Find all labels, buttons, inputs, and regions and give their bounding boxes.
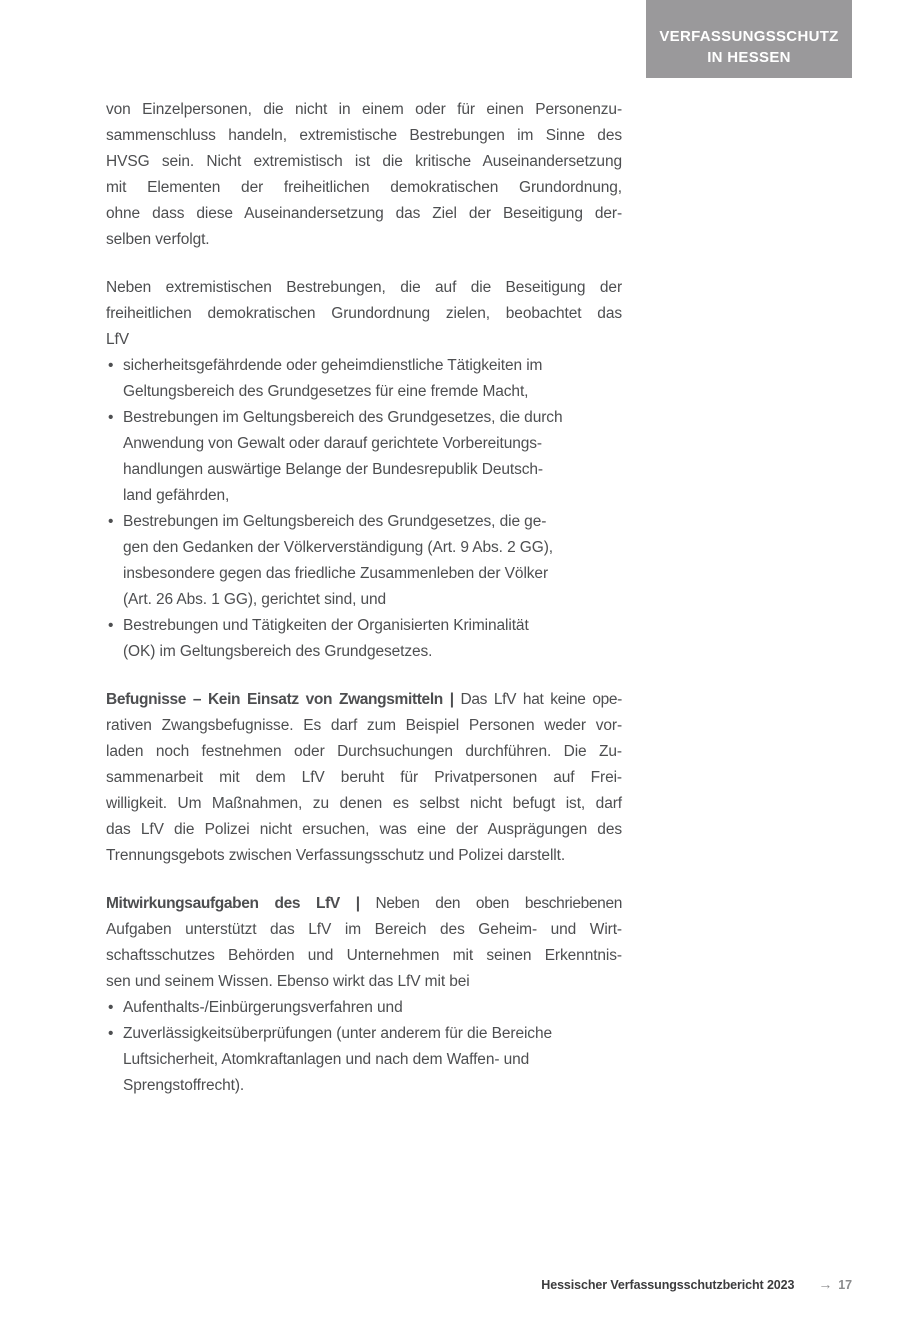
paragraph <box>106 275 622 353</box>
bullet-item <box>106 405 622 509</box>
bullet-item <box>106 353 622 405</box>
text-line: Anwendung von Gewalt oder darauf gerichtete Vorbereitungs- <box>123 435 542 452</box>
text-line: Befugnisse – Kein Einsatz von Zwangsmitteln | Das LfV hat keine ope- <box>106 691 622 708</box>
bullet-item <box>106 995 622 1021</box>
text-line: sicherheitsgefährdende oder geheimdienstliche Tätigkeiten im <box>123 357 543 374</box>
text-line: (Art. 26 Abs. 1 GG), gerichtet sind, und <box>123 591 387 608</box>
text-line: mit Elementen der freiheitlichen demokratischen Grundordnung, <box>106 179 622 196</box>
paragraph <box>106 891 622 995</box>
text-line: sammenschluss handeln, extremistische Bestrebungen im Sinne des <box>106 127 622 144</box>
text-line: LfV <box>106 331 129 348</box>
bullet-item <box>106 1021 622 1099</box>
arrow-right-icon: → <box>818 1276 833 1292</box>
text-line: HVSG sein. Nicht extremistisch ist die kritische Auseinandersetzung <box>106 153 622 170</box>
paragraph <box>106 97 622 253</box>
text-line: von Einzelpersonen, die nicht in einem oder für einen Personenzu- <box>106 101 622 118</box>
text-line: sammenarbeit mit dem LfV beruht für Privatpersonen auf Frei- <box>106 769 622 786</box>
badge-title-line1: VERFASSUNGSSCHUTZ <box>659 28 839 45</box>
text-line: Geltungsbereich des Grundgesetzes für eine fremde Macht, <box>123 383 529 400</box>
text-line: willigkeit. Um Maßnahmen, zu denen es selbst nicht befugt ist, darf <box>106 795 622 812</box>
bullet-icon: • <box>108 357 114 374</box>
bold-lead-text: Befugnisse – Kein Einsatz von Zwangsmitteln | <box>106 691 454 708</box>
text-line: rativen Zwangsbefugnisse. Es darf zum Beispiel Personen weder vor- <box>106 717 622 734</box>
text-line: freiheitlichen demokratischen Grundordnung zielen, beobachtet das <box>106 305 622 322</box>
text-line: Trennungsgebots zwischen Verfassungsschutz und Polizei darstellt. <box>106 847 566 864</box>
page-number: 17 <box>838 1278 852 1292</box>
text-line: Bestrebungen und Tätigkeiten der Organisierten Kriminalität <box>123 617 529 634</box>
text-line: Zuverlässigkeitsüberprüfungen (unter anderem für die Bereiche <box>123 1025 552 1042</box>
text-line: Sprengstoffrecht). <box>123 1077 245 1094</box>
bullet-icon: • <box>108 513 114 530</box>
text-line: land gefährden, <box>123 487 230 504</box>
bullet-item <box>106 509 622 613</box>
bullet-icon: • <box>108 999 114 1016</box>
text-line: Aufenthalts-/Einbürgerungsverfahren und <box>123 999 403 1016</box>
bullet-icon: • <box>108 1025 114 1042</box>
text-line: das LfV die Polizei nicht ersuchen, was eine der Ausprägungen des <box>106 821 622 838</box>
bullet-icon: • <box>108 409 114 426</box>
bullet-item <box>106 613 622 665</box>
text-line: handlungen auswärtige Belange der Bundesrepublik Deutsch- <box>123 461 543 478</box>
bullet-icon: • <box>108 617 114 634</box>
text-line: schaftsschutzes Behörden und Unternehmen mit seinen Erkenntnis- <box>106 947 622 964</box>
text-line: (OK) im Geltungsbereich des Grundgesetzes. <box>123 643 433 660</box>
text-line: ohne dass diese Auseinandersetzung das Ziel der Beseitigung der- <box>106 205 622 222</box>
page-footer <box>541 1276 852 1292</box>
footer-report-title: Hessischer Verfassungsschutzbericht 2023 <box>541 1278 795 1292</box>
paragraph <box>106 687 622 869</box>
text-line: insbesondere gegen das friedliche Zusammenleben der Völker <box>123 565 549 582</box>
text-line: gen den Gedanken der Völkerverständigung (Art. 9 Abs. 2 GG), <box>123 539 553 556</box>
content <box>106 97 622 1099</box>
bold-lead-text: Mitwirkungsaufgaben des LfV | <box>106 895 360 912</box>
text-line: Aufgaben unterstützt das LfV im Bereich des Geheim- und Wirt- <box>106 921 622 938</box>
text-line: sen und seinem Wissen. Ebenso wirkt das LfV mit bei <box>106 973 470 990</box>
text-line: Bestrebungen im Geltungsbereich des Grundgesetzes, die ge- <box>123 513 547 530</box>
bullet-list <box>106 353 622 665</box>
text-line: selben verfolgt. <box>106 231 210 248</box>
text-line: Bestrebungen im Geltungsbereich des Grundgesetzes, die durch <box>123 409 563 426</box>
text-line: laden noch festnehmen oder Durchsuchungen durchführen. Die Zu- <box>106 743 622 760</box>
badge-title-line2: IN HESSEN <box>707 49 791 66</box>
bullet-list <box>106 995 622 1099</box>
text-line: Neben extremistischen Bestrebungen, die auf die Beseitigung der <box>106 279 622 296</box>
text-line: Mitwirkungsaufgaben des LfV | Neben den oben beschriebenen <box>106 895 622 912</box>
header-badge <box>646 0 852 78</box>
text-line: Luftsicherheit, Atomkraftanlagen und nach dem Waffen- und <box>123 1051 530 1068</box>
